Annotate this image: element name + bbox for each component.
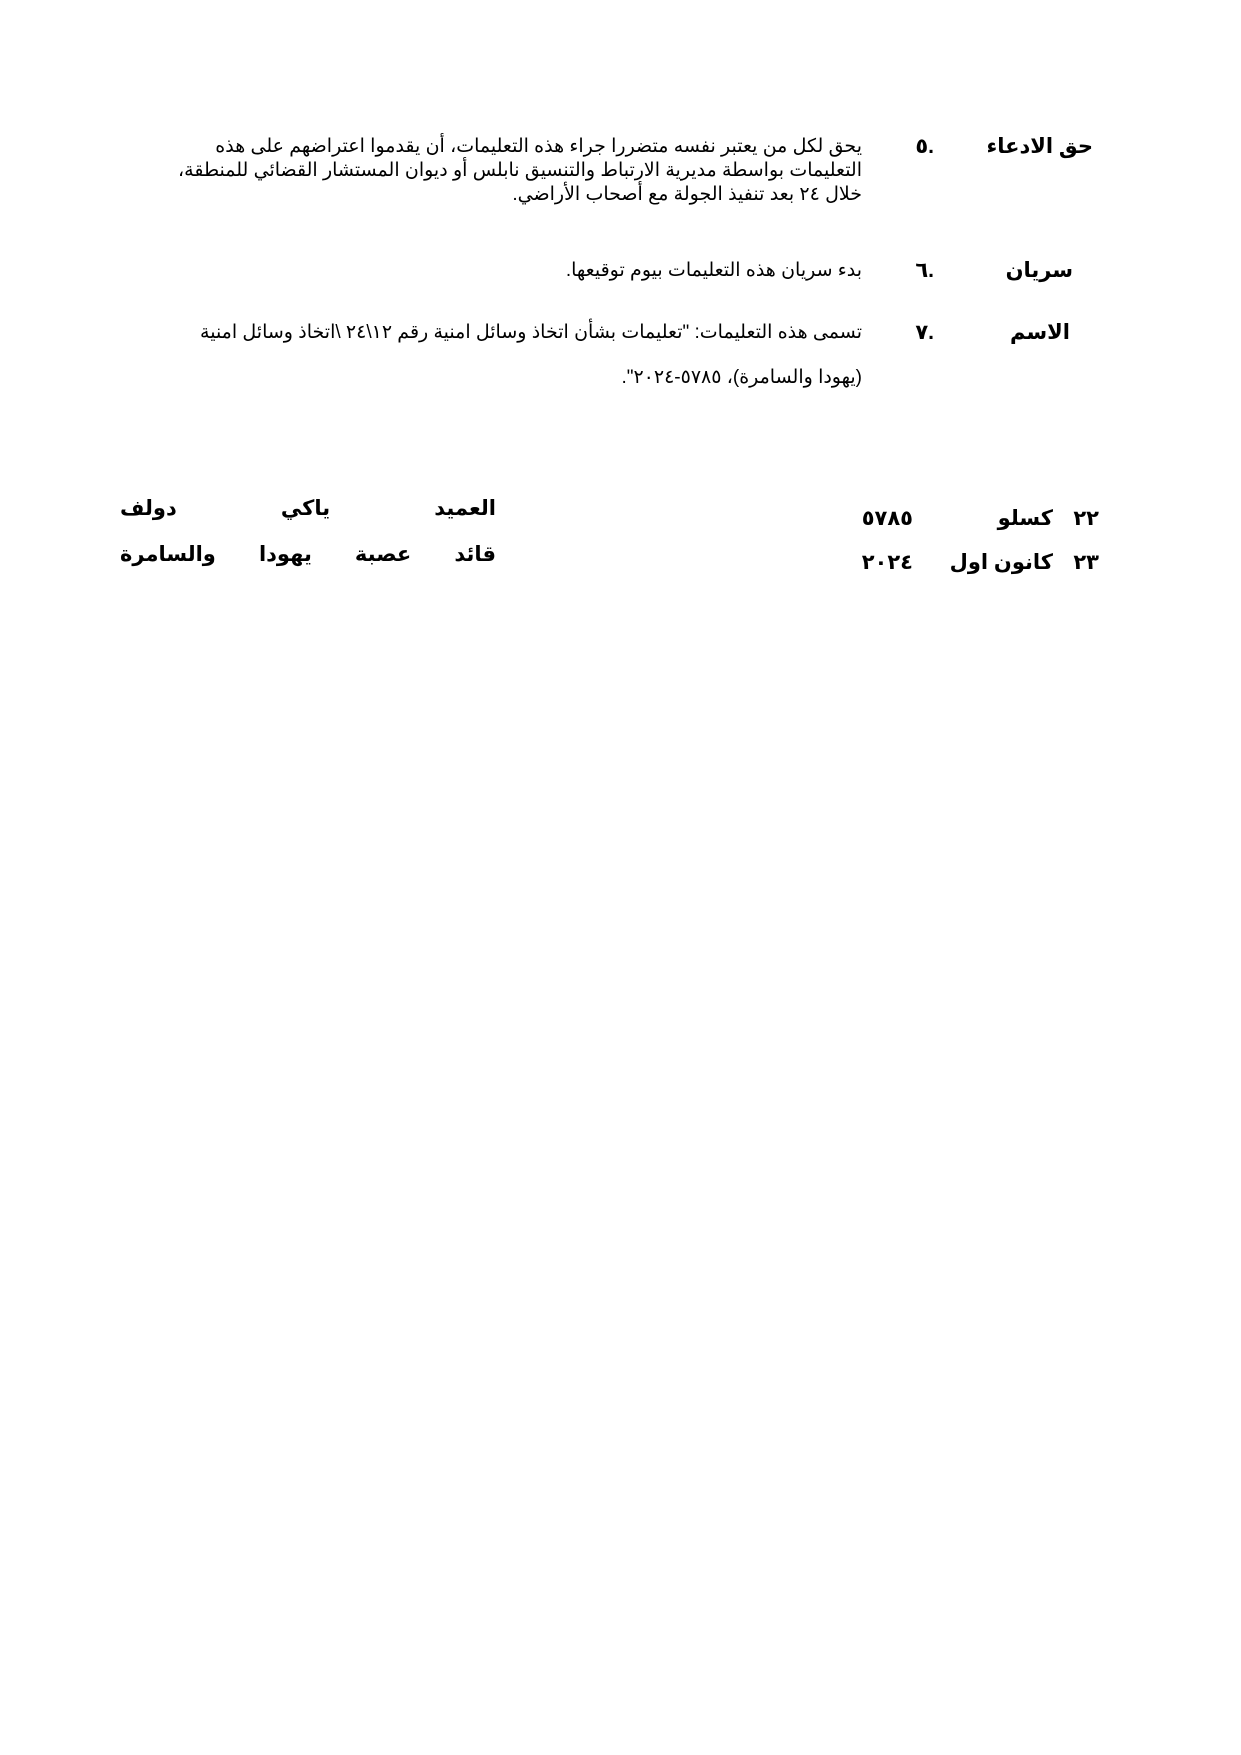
section-7-number: .٧ [915,321,934,344]
gregorian-day: ٢٣ [1073,551,1099,574]
section-5-line-1: يحق لكل من يعتبر نفسه متضررا جراء هذه التعليمات، أن يقدموا اعتراضهم على هذه [215,136,862,157]
section-5-heading: حق الادعاء [986,135,1093,158]
gregorian-year: ٢٠٢٤ [861,551,913,574]
hebrew-year: ٥٧٨٥ [861,507,913,530]
hebrew-month: كسلو [997,507,1053,530]
hebrew-day: ٢٢ [1073,507,1099,530]
section-6-number: .٦ [915,259,934,282]
section-5-line-2: التعليمات بواسطة مديرية الارتباط والتنسيق نابلس أو ديوان المستشار القضائي للمنطقة، [178,160,862,181]
section-7-line-2: (يهودا والسامرة)، ٥٧٨٥-٢٠٢٤". [621,367,862,388]
section-6-line-1: بدء سريان هذه التعليمات بيوم توقيعها. [565,260,862,281]
section-5-number: .٥ [915,135,934,158]
section-7-heading: الاسم [1010,321,1070,344]
gregorian-month: كانون اول [949,551,1053,574]
section-7-line-1: تسمى هذه التعليمات: "تعليمات بشأن اتخاذ وسائل امنية رقم ١٢\٢٤ \اتخاذ وسائل امنية [200,322,862,343]
signature-title: قائد عصبة يهودا والسامرة [120,543,496,566]
section-5-line-3: خلال ٢٤ بعد تنفيذ الجولة مع أصحاب الأراضي. [512,184,862,205]
signature-name: العميد ياكي دولف [120,497,496,520]
section-6-heading: سريان [1005,259,1073,282]
